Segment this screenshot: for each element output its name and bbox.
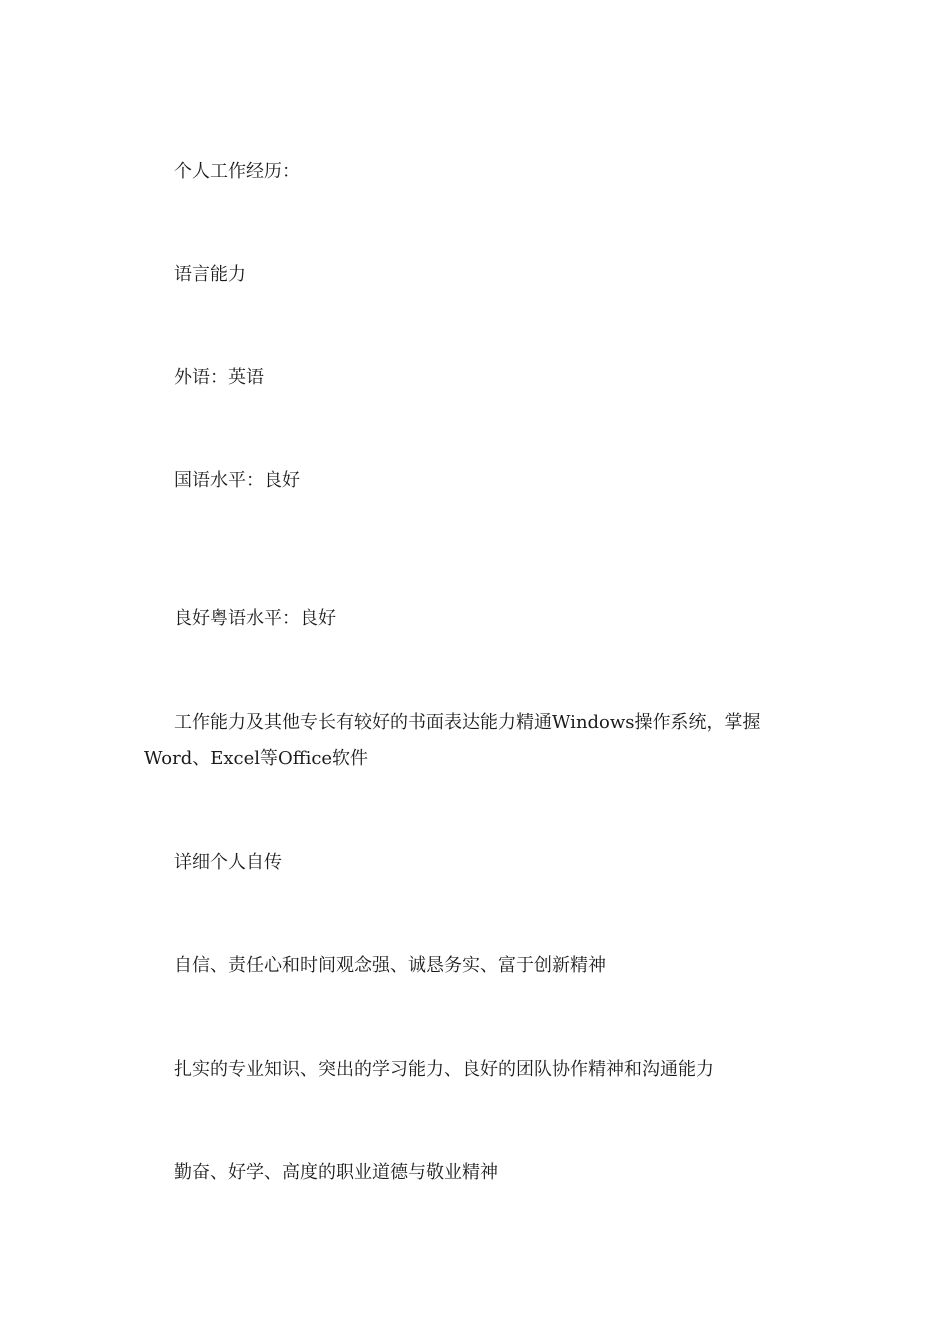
- trait-line-1: 自信、责任心和时间观念强、诚恳务实、富于创新精神: [174, 955, 606, 976]
- heading-language-ability: 语言能力: [174, 264, 246, 285]
- work-skills-paragraph: 工作能力及其他专长有较好的书面表达能力精通Windows操作系统，掌握Word、Excel等Office软件: [144, 712, 761, 769]
- heading-work-experience: 个人工作经历：: [174, 161, 300, 182]
- trait-line-2: 扎实的专业知识、突出的学习能力、良好的团队协作精神和沟通能力: [174, 1059, 714, 1080]
- heading-autobiography: 详细个人自传: [174, 852, 282, 873]
- mandarin-level-line: 国语水平：良好: [174, 470, 300, 491]
- trait-line-3: 勤奋、好学、高度的职业道德与敬业精神: [174, 1162, 498, 1183]
- foreign-language-line: 外语：英语: [174, 367, 264, 388]
- cantonese-level-line: 良好粤语水平：良好: [174, 608, 336, 629]
